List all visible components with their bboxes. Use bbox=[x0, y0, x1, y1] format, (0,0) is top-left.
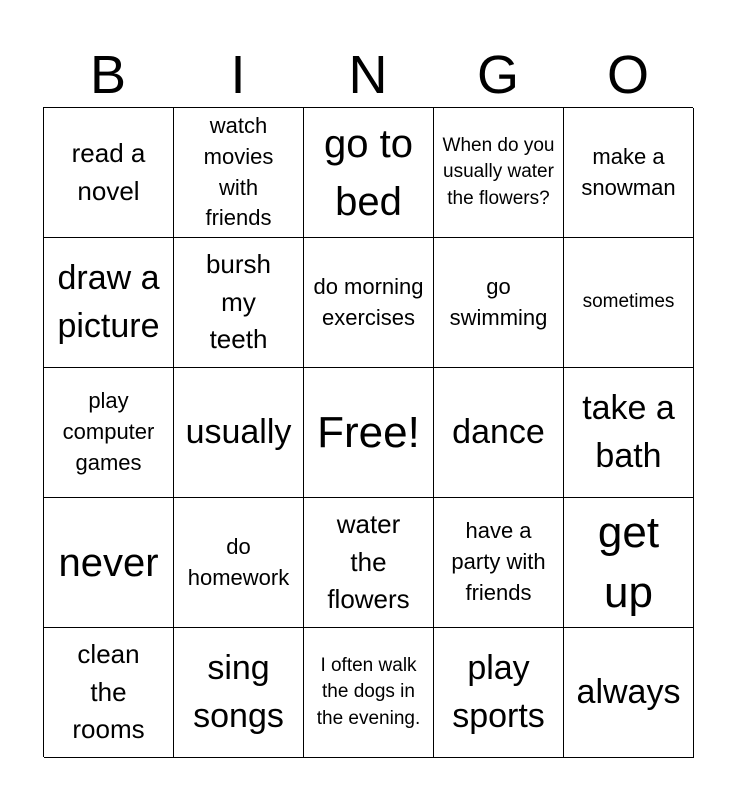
header-letter-b: B bbox=[89, 45, 127, 105]
bingo-cell[interactable]: have a party with friends bbox=[434, 498, 564, 628]
bingo-cell[interactable]: get up bbox=[564, 498, 694, 628]
header-letter-n: N bbox=[348, 45, 388, 105]
bingo-cell[interactable]: When do you usually water the flowers? bbox=[434, 108, 564, 238]
bingo-cell[interactable]: dance bbox=[434, 368, 564, 498]
bingo-cell[interactable]: play sports bbox=[434, 628, 564, 758]
bingo-cell[interactable]: never bbox=[44, 498, 174, 628]
bingo-cell[interactable]: play computer games bbox=[44, 368, 174, 498]
bingo-cell[interactable]: go swimming bbox=[434, 238, 564, 368]
bingo-cell[interactable]: always bbox=[564, 628, 694, 758]
bingo-cell[interactable]: read a novel bbox=[44, 108, 174, 238]
bingo-cell[interactable]: water the flowers bbox=[304, 498, 434, 628]
bingo-cell[interactable]: go to bed bbox=[304, 108, 434, 238]
bingo-cell[interactable]: bursh my teeth bbox=[174, 238, 304, 368]
bingo-cell[interactable]: I often walk the dogs in the evening. bbox=[304, 628, 434, 758]
bingo-cell[interactable]: watch movies with friends bbox=[174, 108, 304, 238]
bingo-cell[interactable]: clean the rooms bbox=[44, 628, 174, 758]
bingo-cell[interactable]: sometimes bbox=[564, 238, 694, 368]
bingo-cell[interactable]: make a snowman bbox=[564, 108, 694, 238]
bingo-header bbox=[43, 44, 693, 106]
bingo-cell[interactable]: do homework bbox=[174, 498, 304, 628]
bingo-board bbox=[43, 107, 693, 757]
bingo-cell[interactable]: draw a picture bbox=[44, 238, 174, 368]
bingo-cell[interactable]: usually bbox=[174, 368, 304, 498]
bingo-cell[interactable]: do morning exercises bbox=[304, 238, 434, 368]
bingo-cell[interactable]: take a bath bbox=[564, 368, 694, 498]
header-letter-g: G bbox=[476, 45, 519, 105]
header-letter-o: O bbox=[606, 45, 649, 105]
header-letter-i: I bbox=[230, 45, 246, 105]
bingo-cell[interactable]: sing songs bbox=[174, 628, 304, 758]
bingo-cell-free[interactable]: Free! bbox=[304, 368, 434, 498]
